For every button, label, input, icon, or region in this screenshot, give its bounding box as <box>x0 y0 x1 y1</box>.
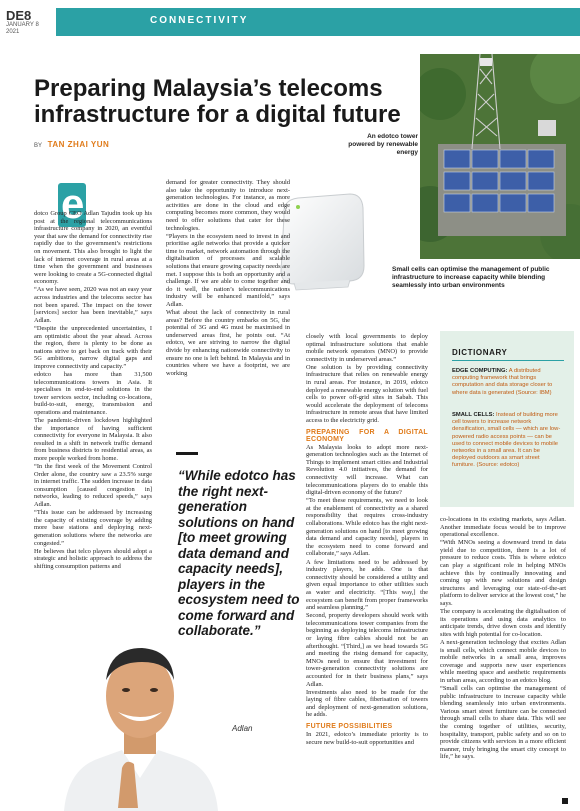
subhead-future-possibilities: FUTURE POSSIBILITIES <box>306 723 393 730</box>
article-paragraph: co-locations in its existing markets, says Adlan. Another immediate focus would be to improve operational excellence. <box>440 516 566 539</box>
pull-quote: “While edotco has the right next-generation solutions on hand [to meet growing data demand and capacity needs], players in the ecosystem need to come forward and collaborate.” <box>178 468 300 638</box>
pull-quote-attribution: Adlan <box>232 724 253 733</box>
section-label: CONNECTIVITY <box>150 15 249 26</box>
article-end-mark <box>562 798 568 804</box>
article-headline: Preparing Malaysia’s telecoms infrastructure for a digital future <box>34 75 401 128</box>
article-column-4 <box>440 516 566 811</box>
article-paragraph: The company is accelerating the digitalisation of its operations and using data analytics to anticipate trends, drive down costs and identify sites with high potential for co-location. <box>440 608 566 638</box>
dictionary-term: SMALL CELLS: <box>452 412 495 418</box>
article-paragraph: He believes that telco players should adopt a strategic and holistic approach to address the shifting consumption patterns and <box>34 547 152 570</box>
dictionary-term: EDGE COMPUTING: <box>452 368 508 374</box>
dictionary-entry-edge-computing <box>452 368 564 397</box>
article-paragraph: demand for greater connectivity. They should also take the opportunity to introduce next-generation technologies. For instance, as more activities are done in the cloud and edge computing becomes more common, they would need to offer solutions that cater for these technologies. <box>166 179 290 232</box>
article-column-3 <box>306 333 428 808</box>
article-paragraph: One solution is by providing connectivity infrastructure that relies on renewable energy in rural areas. For instance, in 2019, edotco deployed a renewable energy solution with fuel cells to power off-grid sites in Sabah. This would accelerate the deployment of telecoms infrastructure in remote areas that have limited access to the electricity grid. <box>306 363 428 425</box>
article-paragraph: “This issue can be addressed by increasing the capacity of existing coverage by adding more base stations and deploying next-generation solutions where the networks are congested.” <box>34 509 152 547</box>
article-paragraph: A few limitations need to be addressed by industry players, he adds. One is that connectivity should be considered a utility and given equal importance to other utilities such as water and electricity. “[This way,] the ecosystem can benefit from proper frameworks and seamless planning.” <box>306 558 428 612</box>
tower-photo-caption: An edotco tower powered by renewable energy <box>348 133 418 156</box>
issue-date-line1: JANUARY 8 <box>6 22 39 28</box>
article-paragraph: closely with local governments to deploy optimal infrastructure solutions that enable mobile network operators (MNO) to provide connectivity in underserved areas.” <box>306 333 428 363</box>
adlan-portrait <box>60 618 220 811</box>
article-paragraph: Second, property developers should work with telecommunications tower companies from the beginning as deploying telecoms infrastructure or laying fibre cables should not be an afterthought. “[Third,] as we head towards 5G and meeting the rising demand for capacity, MNOs need to ensure that investment for tower-generation connectivity solutions are accounted for in their business plans,” says Adlan. <box>306 612 428 688</box>
page-number: DE8 <box>6 8 32 23</box>
solar-tower-illustration <box>420 54 580 259</box>
article-paragraph: “To meet these requirements, we need to look at the enablement of connectivity as a shared responsibility that requires cross-industry collaborations. While edotco has the right next-generation solutions on hand [to meet growing data demand and capacity needs], players in the ecosystem need to come forward and collaborate,” says Adlan. <box>306 497 428 558</box>
article-paragraph: What about the lack of connectivity in rural areas? Before the country embarks on 5G, the potential of 3G and 4G must be maximised in underserved areas first, he points out. “At edotco, we are striving to narrow the digital divide by enhancing nationwide connectivity to ensure no one is left behind. In Malaysia and in countries where we have a footprint, we are working <box>166 309 290 377</box>
article-paragraph: dotco Group CEO Adlan Tajudin took up his post at the regional telecommunications infrastructure company in 2020, an eventful year that saw the demand for connectivity rise rapidly due to the government’s restrictions on movement. This also brought to light the lack of internet coverage in rural areas at a time when the government and businesses were looking to create a 5G-connected digital economy. <box>34 210 152 286</box>
article-paragraph: “In the first week of the Movement Control Order alone, the country saw a 23.5% surge in internet traffic. The sudden increase in data consumption [caused congestion in] networks, leading to reduced speeds,” says Adlan. <box>34 463 152 509</box>
issue-date-line2: 2021 <box>6 29 20 35</box>
byline-author: TAN ZHAI YUN <box>47 140 110 149</box>
article-paragraph: “Despite the unprecedented uncertainties, I am optimistic about the year ahead. Across the region, there is plenty to be done as nations strive to get back on track with their 5G ambitions, narrow digital gaps and improve connectivity and capacity.” <box>34 324 152 370</box>
article-paragraph: “As we have seen, 2020 was not an easy year across industries and the telecoms sector has not been spared. The impact on the tower [services] sector has been inevitable,” says Adlan. <box>34 286 152 324</box>
dictionary-definition: Instead of building more cell towers to increase network densification, small cells — which are low-powered radio access points — can be used to connect mobile devices to mobile networks in a small area. It can be deployed outdoors as smart street furniture. (Source: edotco) <box>452 412 561 469</box>
tower-photo <box>420 54 580 259</box>
article-paragraph: As Malaysia looks to adopt more next-generation technologies such as the Internet of Things to implement smart cities and Industrial Revolution 4.0 initiatives, the demand for connectivity will increase. What can telecommunications players do to enable this digital-driven economy of the future? <box>306 443 428 497</box>
article-paragraph: In 2021, edotco’s immediate priority is to secure new build-to-suit opportunities and <box>306 731 428 746</box>
article-column-1 <box>34 210 152 605</box>
subhead-digital-economy: PREPARING FOR A DIGITAL ECONOMY <box>306 428 428 443</box>
article-paragraph: “Players in the ecosystem need to invest in and prioritise agile networks that provide a quicker time to market, network automation through the digitalisation of processes and scalable solutions that ensure growing capacity needs are met. I suppose this is both an opportunity and a challenge. If we are able to come together and do it well, the nation’s telecommunications industry will be enhanced manifold,” says Adlan. <box>166 232 290 308</box>
small-cells-caption: Small cells can optimise the management of public infrastructure to increase capacity while blending seamlessly into urban environments <box>392 266 550 289</box>
dictionary-definition: A distributed computing framework that brings computation and data storage closer to where data is generated (Source: IBM) <box>452 368 553 396</box>
section-banner <box>56 8 580 36</box>
dictionary-entry-small-cells <box>452 412 564 470</box>
dropcap-letter: e <box>61 180 85 227</box>
article-paragraph: A next-generation technology that excites Adlan is small cells, which connect mobile devices to mobile networks in a small area, improves coverage and supports new user experiences while meeting space and aesthetic requirements in urban areas, according to an edotco blog. <box>440 639 566 684</box>
byline <box>34 140 109 149</box>
dictionary-rule <box>452 360 564 361</box>
dictionary-title: DICTIONARY <box>452 348 508 357</box>
byline-prefix: BY <box>34 143 42 149</box>
pull-quote-rule <box>176 452 198 455</box>
article-column-2 <box>166 179 290 424</box>
article-paragraph: The pandemic-driven lockdown highlighted the importance of having sufficient connectivity for everyone in Malaysia. It also resulted in a shift in network traffic demand from business districts to residential areas, as more people worked from home. <box>34 417 152 462</box>
article-paragraph: “Small cells can optimise the management of public infrastructure to increase capacity while blending seamlessly into urban environments. Various smart street furniture can be connected through small cells to share data. This will see the coming together of utilities, security, hospitality, transport, public safety and so on to provide citizens with services in a more efficient manner, truly bringing the smart city concept to life,” he says. <box>440 685 566 761</box>
article-paragraph: “With MNOs seeing a downward trend in data yield due to competition, there is a lot of pressure to reduce costs. This is where edotco can play a significant role in helping MNOs achieve this by continually innovating and coming up with new solutions and design structures and leveraging our state-of-the-art platform to deliver service at the lowest cost,” he says. <box>440 539 566 608</box>
article-paragraph: edotco has more than 31,500 telecommunications towers in Asia. It specialises in end-to-end solutions in the tower services sector, including co-locations, build-to-suit, energy, transmission and operations and maintenance. <box>34 370 152 416</box>
portrait-illustration <box>60 618 220 811</box>
article-paragraph: Investments also need to be made for the laying of fibre cables, fiberisation of towers and deployment of next-generation solutions, he adds. <box>306 688 428 719</box>
